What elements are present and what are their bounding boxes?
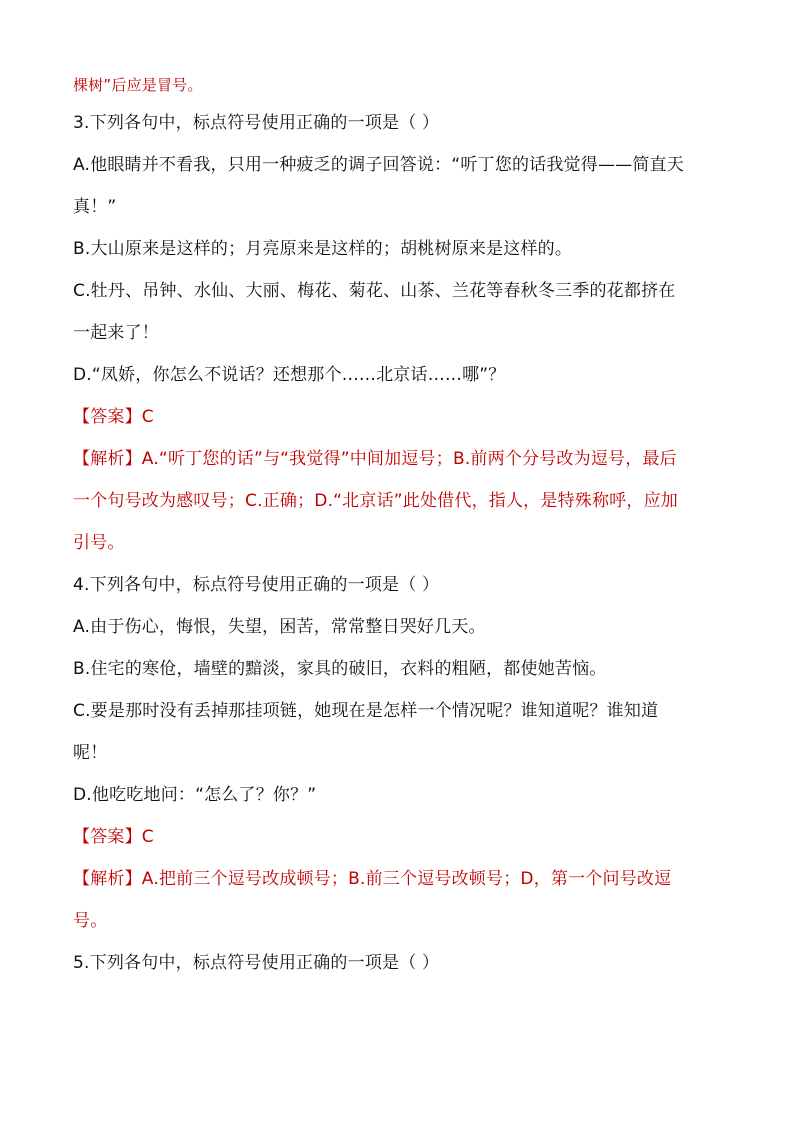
- question-3-option-a-line-1: A.他眼睛并不看我，只用一种疲乏的调子回答说：“听丁您的话我觉得——简直天: [73, 155, 684, 175]
- question-4-option-a: A.由于伤心，悔恨，失望，困苦，常常整日哭好几天。: [73, 617, 486, 637]
- previous-explanation-tail: 棵树”后应是冒号。: [73, 76, 203, 94]
- question-3-explanation-line-3: 引号。: [73, 533, 125, 553]
- question-5-stem: 5.下列各句中，标点符号使用正确的一项是（ ）: [73, 953, 440, 973]
- question-3-option-d: D.“凤娇，你怎么不说话？还想那个……北京话……哪”？: [73, 365, 506, 385]
- question-4-stem: 4.下列各句中，标点符号使用正确的一项是（ ）: [73, 575, 440, 595]
- question-4-option-b: B.住宅的寒伧，墙壁的黯淡，家具的破旧，衣料的粗陋，都使她苦恼。: [73, 659, 607, 679]
- question-4-explanation-line-2: 号。: [73, 911, 108, 931]
- question-3-option-b: B.大山原来是这样的；月亮原来是这样的；胡桃树原来是这样的。: [73, 239, 573, 259]
- question-3-explanation-line-1: 【解析】A.“听丁您的话”与“我觉得”中间加逗号；B.前两个分号改为逗号，最后: [73, 449, 677, 469]
- question-4-option-c-line-1: C.要是那时没有丢掉那挂项链，她现在是怎样一个情况呢？谁知道呢？谁知道: [73, 701, 659, 721]
- question-3-answer: 【答案】C: [73, 407, 154, 427]
- question-3-stem: 3.下列各句中，标点符号使用正确的一项是（ ）: [73, 113, 440, 133]
- question-4-option-d: D.他吃吃地问：“怎么了？你？”: [73, 785, 317, 805]
- question-4-option-c-line-2: 呢！: [73, 743, 108, 763]
- question-3-explanation-line-2: 一个句号改为感叹号；C.正确；D.“北京话”此处借代，指人，是特殊称呼，应加: [73, 491, 678, 511]
- question-3-option-c-line-2: 一起来了！: [73, 323, 159, 343]
- question-3-option-a-line-2: 真！”: [73, 197, 117, 217]
- question-4-explanation-line-1: 【解析】A.把前三个逗号改成顿号；B.前三个逗号改顿号；D，第一个问号改逗: [73, 869, 672, 889]
- question-4-answer: 【答案】C: [73, 827, 154, 847]
- question-3-option-c-line-1: C.牡丹、吊钟、水仙、大丽、梅花、菊花、山茶、兰花等春秋冬三季的花都挤在: [73, 281, 676, 301]
- document-page: [73, 68, 733, 984]
